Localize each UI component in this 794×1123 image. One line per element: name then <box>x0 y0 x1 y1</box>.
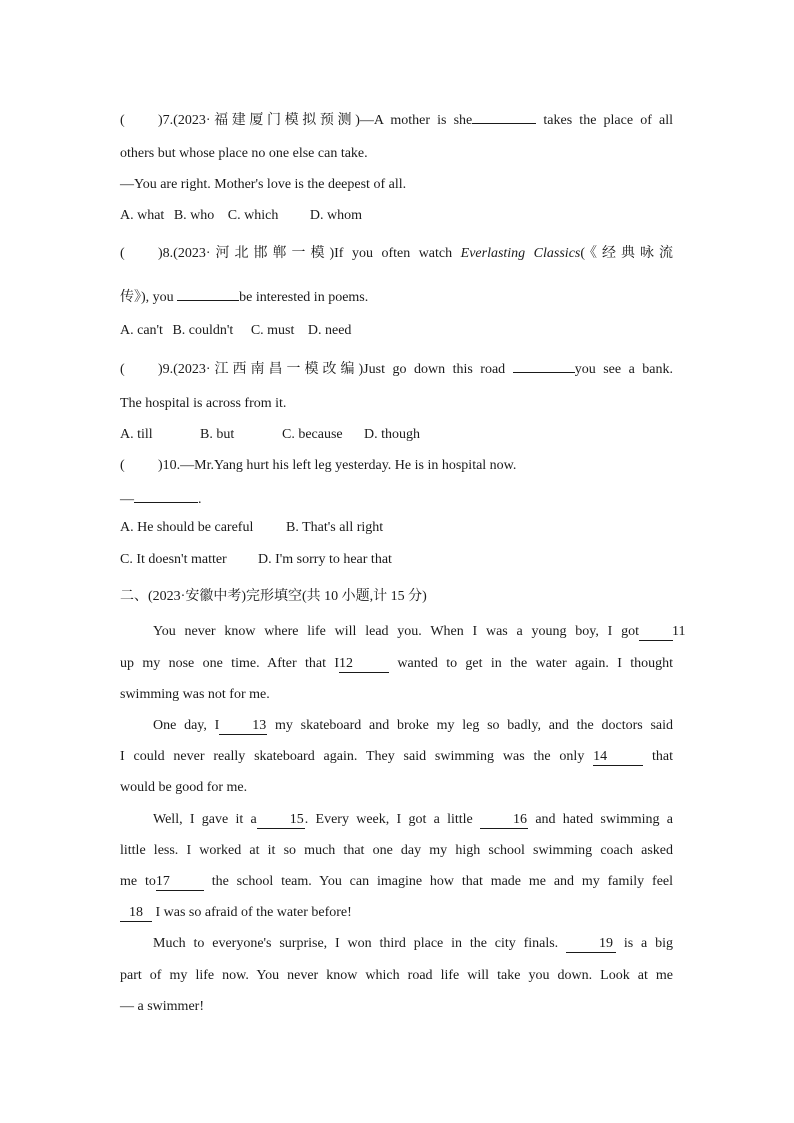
q7-text-b: takes the place of all <box>543 113 673 128</box>
q7-option-a[interactable]: A. what <box>120 208 165 223</box>
passage-p2-line2 <box>120 747 673 767</box>
gap-12[interactable]: 12 <box>339 656 389 673</box>
q8-option-a[interactable]: A. can't <box>120 323 163 338</box>
passage-p4-line1 <box>120 934 673 954</box>
q8-options <box>120 321 351 341</box>
gap-19[interactable]: 19 <box>566 936 616 953</box>
q7-blank[interactable] <box>472 109 536 124</box>
passage-text: I was so afraid of the water before! <box>155 905 352 920</box>
passage-p1-line1 <box>120 622 686 642</box>
passage-text: is a big <box>623 936 673 951</box>
gap-14[interactable]: 14 <box>593 749 643 766</box>
section-heading: 二、(2023·安徽中考)完形填空(共 10 小题,计 15 分) <box>120 589 427 604</box>
q8-option-b[interactable]: B. couldn't <box>172 323 234 338</box>
q7-option-d[interactable]: D. whom <box>309 208 362 223</box>
gap-17[interactable]: 17 <box>156 874 204 891</box>
gap-11[interactable]: 11 <box>639 624 673 641</box>
passage-p1-line3: swimming was not for me. <box>120 687 270 702</box>
q10-option-b[interactable]: B. That's all right <box>286 520 384 535</box>
q8-italic-title: Everlasting Classics <box>460 246 581 261</box>
passage-p2-line1 <box>120 716 673 736</box>
q8-line2-a: 传》), you <box>120 290 174 305</box>
passage-text: . Every week, I got a little <box>304 812 473 827</box>
q7-line3: —You are right. Mother's love is the deepest of all. <box>120 177 407 192</box>
q10-answer-paren[interactable]: ( <box>120 458 125 473</box>
gap-15[interactable]: 15 <box>257 812 305 829</box>
q9-option-a[interactable]: A. till <box>120 427 153 442</box>
q8-option-c[interactable]: C. must <box>250 323 295 338</box>
q10-dash: — <box>120 492 134 507</box>
q9-option-d[interactable]: D. though <box>364 427 420 442</box>
q9-line2: The hospital is across from it. <box>120 396 287 411</box>
passage-p1-line2 <box>120 654 673 674</box>
gap-18[interactable]: 18 <box>120 905 152 922</box>
q10-options-row1 <box>120 518 383 538</box>
passage-text: One day, I <box>153 718 220 733</box>
q8-text-b: (《经典咏流 <box>580 246 673 261</box>
passage-p3-line2: little less. I worked at it so much that one day my high school swimming coach asked <box>120 843 673 858</box>
passage-text: my skateboard and broke my leg so badly, and the doctors said <box>275 718 674 733</box>
gap-13[interactable]: 13 <box>219 718 267 735</box>
q9-option-b[interactable]: B. but <box>200 427 235 442</box>
q7-answer-paren[interactable]: ( <box>120 113 125 128</box>
q7-options <box>120 206 362 226</box>
passage-p4-line2: part of my life now. You never know which road life will take you down. Look at me <box>120 968 673 983</box>
passage-p2-line3: would be good for me. <box>120 780 248 795</box>
passage-text: Much to everyone's surprise, I won third place in the city finals. <box>153 936 559 951</box>
q8-line2-b: be interested in poems. <box>239 290 369 305</box>
q9-line1 <box>120 358 673 380</box>
q9-blank[interactable] <box>513 358 575 373</box>
q8-text-a: If you often watch <box>334 246 453 261</box>
q10-options-row2 <box>120 550 392 570</box>
q10-option-d[interactable]: D. I'm sorry to hear that <box>258 552 392 567</box>
q9-answer-paren[interactable]: ( <box>120 362 125 377</box>
q10-option-c[interactable]: C. It doesn't matter <box>120 552 227 567</box>
q9-option-c[interactable]: C. because <box>282 427 343 442</box>
q10-line1 <box>120 456 516 476</box>
passage-p3-line4 <box>120 903 352 923</box>
passage-text: and hated swimming a <box>535 812 673 827</box>
passage-text: that <box>652 749 674 764</box>
gap-16[interactable]: 16 <box>480 812 528 829</box>
passage-p4-line3: — a swimmer! <box>120 999 204 1014</box>
q8-number-source: )8.(2023·河北邯郸一模) <box>158 246 335 261</box>
q8-line2 <box>120 286 368 308</box>
q7-text-a: —A mother is she <box>359 113 473 128</box>
q9-number-source: )9.(2023·江西南昌一模改编) <box>158 362 364 377</box>
q9-text-b: you see a bank. <box>574 362 674 377</box>
passage-text: up my nose one time. After that I <box>120 656 340 671</box>
q10-line2 <box>120 488 202 510</box>
q10-end: . <box>198 492 202 507</box>
q9-options <box>120 425 420 445</box>
passage-p3-line3 <box>120 872 673 892</box>
q7-line1 <box>120 109 673 131</box>
passage-text: me to <box>120 874 156 889</box>
q7-number-source: )7.(2023·福建厦门模拟预测) <box>158 113 360 128</box>
q9-text-a: Just go down this road <box>363 362 506 377</box>
q7-line2: others but whose place no one else can take. <box>120 146 368 161</box>
passage-text: Well, I gave it a <box>153 812 257 827</box>
passage-text: You never know where life will lead you. When I was a young boy, I got <box>153 624 639 639</box>
q10-text: )10.—Mr.Yang hurt his left leg yesterday. He is in hospital now. <box>158 458 517 473</box>
passage-text: the school team. You can imagine how that made me and my family feel <box>211 874 674 889</box>
q10-option-a[interactable]: A. He should be careful <box>120 520 254 535</box>
passage-text: wanted to get in the water again. I thought <box>397 656 673 671</box>
q10-blank[interactable] <box>134 488 198 503</box>
q7-option-b[interactable]: B. who <box>173 208 215 223</box>
q8-option-d[interactable]: D. need <box>307 323 352 338</box>
passage-p3-line1 <box>120 810 673 830</box>
q8-answer-paren[interactable]: ( <box>120 246 125 261</box>
passage-text: I could never really skateboard again. They said swimming was the only <box>120 749 585 764</box>
q8-line1 <box>120 244 673 264</box>
q8-blank[interactable] <box>177 286 239 301</box>
q7-option-c[interactable]: C. which <box>227 208 279 223</box>
